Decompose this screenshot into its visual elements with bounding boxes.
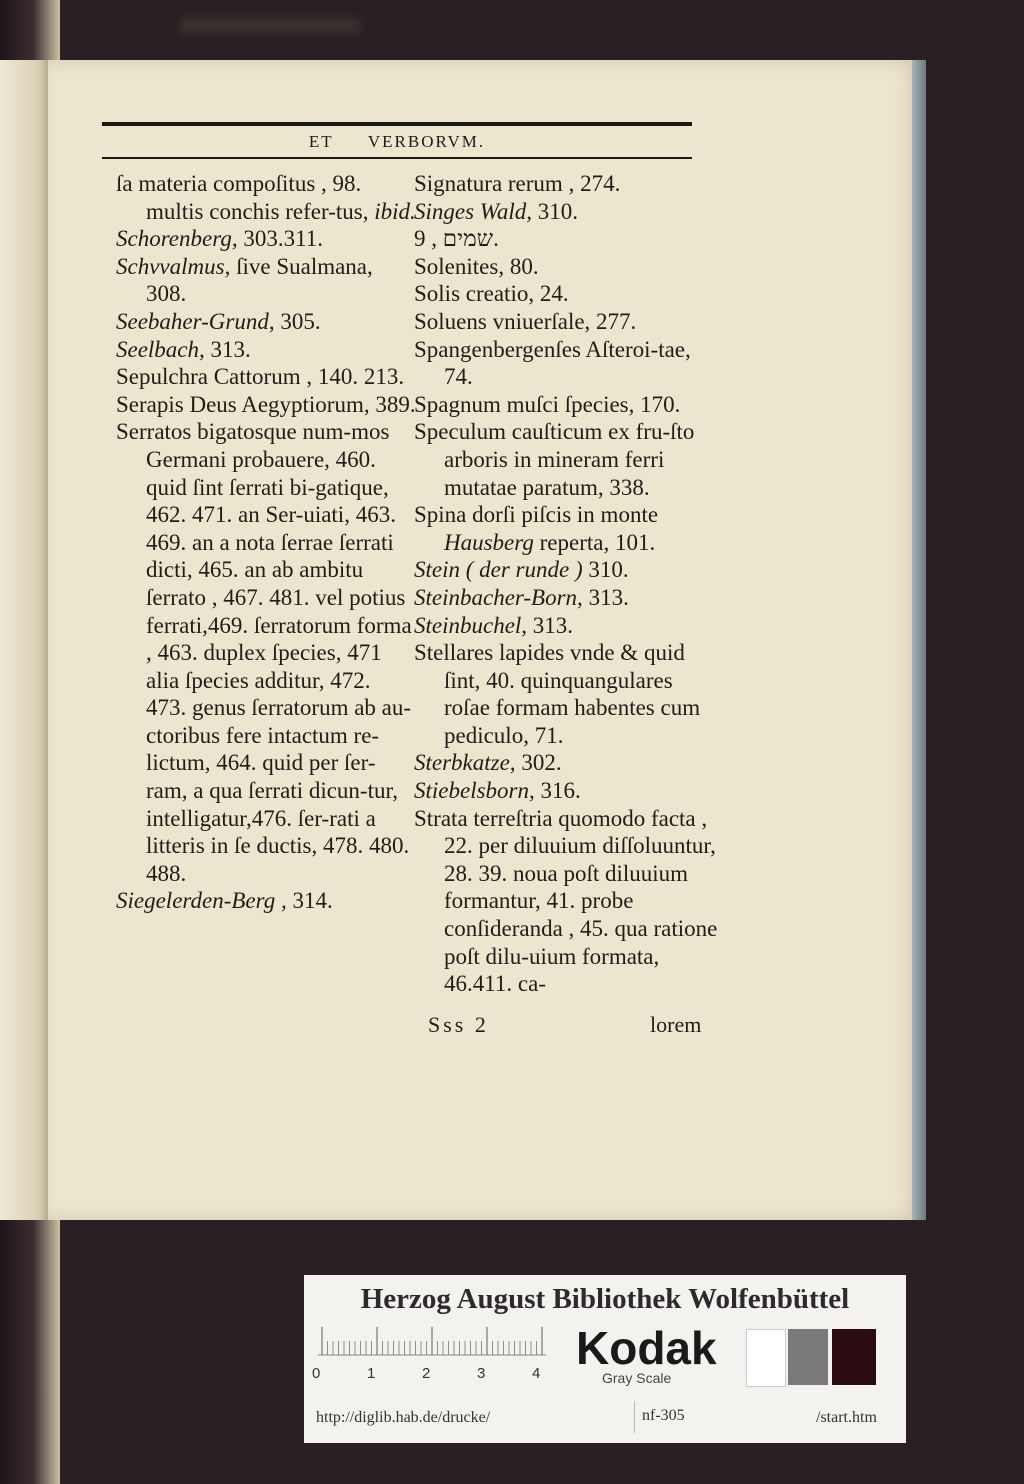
index-column-right: [414, 170, 724, 998]
entry-term-italic: Steinbacher-Born,: [414, 584, 583, 610]
index-entry: [414, 556, 724, 584]
index-entry: [116, 253, 416, 308]
index-entry: [414, 777, 724, 805]
header-right: VERBORVM.: [367, 132, 486, 151]
entry-text: 310.: [532, 198, 578, 224]
header-rule-top: [102, 122, 692, 126]
index-entry: [414, 639, 724, 749]
entry-text: Spagnum muſci ſpecies, 170.: [414, 391, 681, 417]
page-edge: [912, 60, 926, 1220]
entry-term-italic: Seelbach,: [116, 336, 205, 362]
entry-term-italic: Schvvalmus,: [116, 253, 231, 279]
library-title: Herzog August Bibliothek Wolfenbüttel: [360, 1283, 850, 1315]
ruler-number: 4: [532, 1365, 541, 1382]
entry-text: שמים , 9.: [414, 226, 499, 252]
entry-text: Soluens vniuerſale, 277.: [414, 308, 637, 334]
entry-text: ſa materia compoſitus , 98. multis conchis refer-tus,: [116, 171, 375, 224]
index-entry: [116, 336, 416, 364]
entry-text: Serapis Deus Aegyptiorum, 389.: [116, 391, 416, 417]
entry-text: 316.: [534, 778, 581, 804]
entry-term-italic: Stein ( der runde ): [414, 557, 583, 583]
color-target-card: [304, 1275, 906, 1443]
entry-term-italic: Hausberg: [444, 529, 534, 555]
index-entry: [116, 225, 416, 253]
index-entry: [414, 253, 724, 281]
white-swatch: [746, 1329, 786, 1387]
entry-text: 313.: [582, 584, 629, 610]
entry-term-italic: Seebaher-Grund,: [116, 308, 275, 334]
library-url: http://diglib.hab.de/drucke/: [316, 1409, 491, 1426]
catchword: lorem: [650, 1012, 702, 1037]
shelfmark-code: nf-305: [642, 1407, 685, 1424]
entry-text: ſive Sualmana, 308.: [146, 253, 373, 307]
gray-scale-label: Gray Scale: [602, 1370, 672, 1386]
entry-term-italic: Siegelerden-Berg ,: [116, 888, 287, 914]
index-entry: [414, 198, 724, 226]
ruler-number: 3: [477, 1365, 486, 1382]
entry-text: Spina dorſi piſcis in monte: [414, 502, 659, 528]
index-entry: [414, 749, 724, 777]
entry-text: 303.311.: [237, 226, 323, 252]
index-column-left: [116, 170, 416, 915]
index-entry: [414, 584, 724, 612]
entry-text: Sepulchra Cattorum , 140. 213.: [116, 364, 405, 390]
index-entry: [414, 418, 724, 501]
start-path: /start.htm: [816, 1409, 877, 1426]
entry-text: 302.: [515, 750, 562, 776]
entry-text: 305.: [274, 308, 321, 334]
gray-swatch: [788, 1329, 828, 1385]
entry-term-italic: Sterbkatze,: [414, 750, 516, 776]
entry-text: 313.: [527, 612, 574, 638]
blurred-top-edge: [180, 18, 360, 34]
index-entry: [414, 225, 724, 253]
index-entry: [116, 418, 416, 887]
header-rule-bottom: [102, 157, 692, 159]
header-left: ET: [308, 132, 334, 151]
ruler-number: 0: [312, 1365, 321, 1382]
entry-text: Stellares lapides vnde & quid ſint, 40. quinquangulares roſae formam habentes cum pediculo, 71.: [414, 640, 701, 748]
card-separator: [634, 1401, 635, 1433]
index-entry: [116, 887, 416, 915]
entry-text: Solis creatio, 24.: [414, 281, 569, 307]
index-entry: [116, 363, 416, 391]
entry-text: 310.: [582, 557, 629, 583]
entry-text: Solenites, 80.: [414, 253, 539, 279]
index-entry: [116, 391, 416, 419]
entry-text: 314.: [286, 888, 333, 914]
running-header: [102, 132, 692, 152]
entry-term-italic: Steinbuchel,: [414, 612, 528, 638]
page-gutter: [0, 60, 48, 1220]
index-entry: [414, 308, 724, 336]
entry-term-italic: ibid.: [374, 198, 416, 224]
index-entry: [414, 280, 724, 308]
index-entry: [414, 612, 724, 640]
dark-swatch: [832, 1329, 876, 1385]
entry-term-italic: Singes Wald,: [414, 198, 532, 224]
index-entry: [414, 336, 724, 391]
ruler-number: 1: [367, 1365, 376, 1382]
index-entry: [116, 308, 416, 336]
entry-text: 313.: [204, 336, 251, 362]
entry-text: Signatura rerum , 274.: [414, 171, 621, 196]
index-entry: [414, 170, 724, 198]
entry-term-italic: Schorenberg,: [116, 226, 238, 252]
signature-mark: Sss 2: [428, 1012, 489, 1037]
index-entry: [414, 391, 724, 419]
index-entry: [414, 805, 724, 998]
ruler-number: 2: [422, 1365, 431, 1382]
index-entry: [116, 170, 416, 225]
index-entry: [414, 501, 724, 556]
entry-text: Strata terreſtria quomodo facta , 22. per diluuium diſſoluuntur, 28. 39. noua poſt diluuium formantur, 41. probe conſideranda , 45. qua ratione poſt dilu-uium formata, 46.411. ca-: [414, 805, 718, 997]
ruler-scale: [318, 1327, 546, 1357]
entry-text: Speculum cauſticum ex fru-ſto arboris in mineram ferri mutatae paratum, 338.: [414, 419, 695, 500]
entry-text: Serratos bigatosque num-mos Germani probauere, 460. quid ſint ſerrati bi-gatique, 462. 471. an Ser-uiati, 463. 469. an a nota ſerrae ſerrati dicti, 465. an ab ambitu ſerrato , 467. 481. vel potius ferrati,469. ſerratorum forma , 463. duplex ſpecies, 471 alia ſpecies additur, 472. 473. genus ſerratorum ab au-ctoribus fere intactum re-lictum, 464. quid per ſer-ram, a qua ſerrati dicun-tur, intelligatur,476. ſer-rati a litteris in ſe ductis, 478. 480. 488.: [116, 419, 412, 886]
kodak-logo: Kodak: [576, 1322, 717, 1374]
entry-text: reperta, 101.: [533, 529, 656, 555]
entry-term-italic: Stiebelsborn,: [414, 778, 535, 804]
entry-text: Spangenbergenſes Aſteroi-tae, 74.: [414, 336, 691, 390]
